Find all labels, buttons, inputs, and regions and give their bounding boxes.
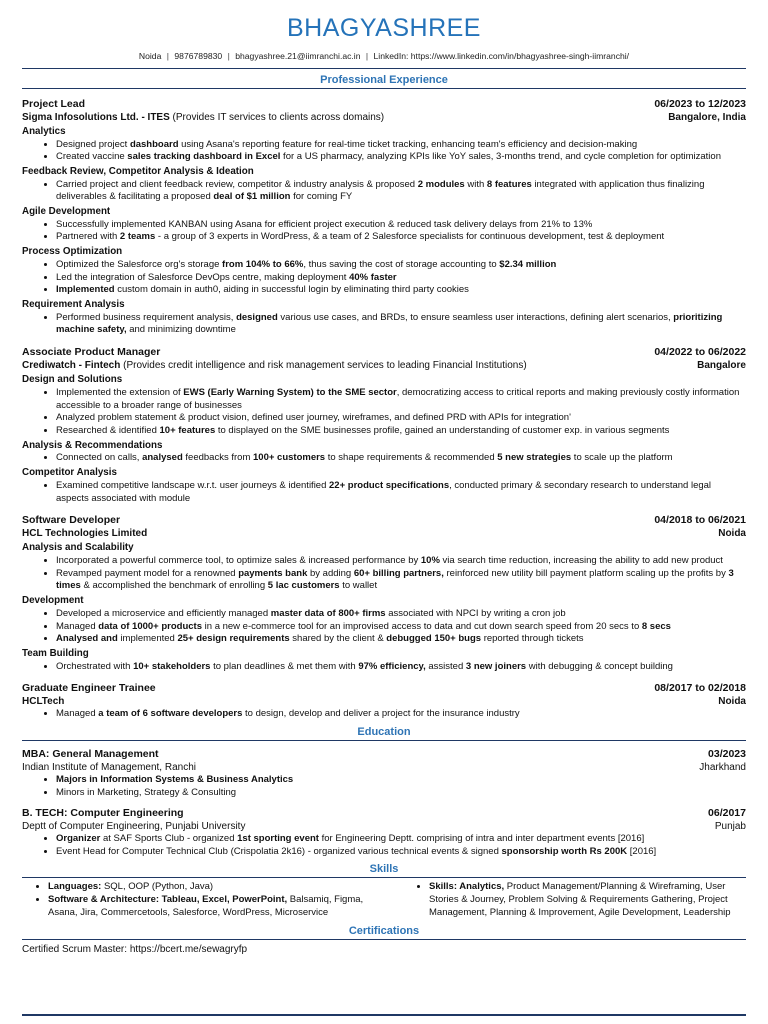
skill-item (429, 881, 746, 919)
bold-text: 100+ customers (253, 452, 326, 464)
bullet-item (56, 480, 746, 506)
skills-left-column (22, 881, 365, 919)
bold-text: Software & Architecture: Tableau, Excel, PowerPoint, (48, 894, 288, 906)
contact-separator: | (363, 51, 371, 61)
school-name: Indian Institute of Management, Ranchi (22, 762, 196, 774)
bullet-list (22, 179, 746, 205)
bold-text: Skills: Analytics, (429, 881, 505, 893)
bullet-group-heading: Analysis and Scalability (22, 542, 134, 554)
job-location: Bangalore, India (668, 112, 746, 123)
text: , democratizing access to critical reports and making previously costly information accessible to a broader range of businesses (56, 386, 740, 411)
bold-text: 8 secs (641, 620, 671, 632)
bullet-item (56, 846, 746, 859)
job-subheader (22, 359, 746, 372)
bold-text: 97% efficiency, (358, 660, 426, 672)
bold-text: Crediwatch - Fintech (22, 360, 121, 372)
bullet-item (56, 608, 746, 621)
text: Optimized the Salesforce org's storage (56, 258, 223, 270)
bold-text: 40% faster (349, 271, 397, 283)
education-subheader (22, 820, 746, 833)
bullet-list (22, 219, 746, 245)
job-header (22, 98, 746, 111)
bullet-list (22, 555, 746, 593)
bullet-item (56, 452, 746, 465)
bullet-list (22, 139, 746, 165)
bullet-item (56, 231, 746, 244)
job-dates: 06/2023 to 12/2023 (654, 98, 746, 110)
text: at SAF Sports Club - organized (100, 832, 238, 844)
bold-text: 10+ features (159, 425, 216, 437)
text: Managed (56, 708, 99, 720)
bold-text: $2.34 million (499, 258, 557, 270)
page-title: BHAGYASHREE (287, 14, 481, 42)
bold-text: 60+ billing partners, (353, 567, 444, 579)
school-name: Deptt of Computer Engineering, Punjabi University (22, 820, 246, 832)
text: shared by the client & (289, 633, 387, 645)
bold-text: HCLTech (22, 696, 65, 708)
bold-text: 3 new joiners (465, 660, 527, 672)
bullet-group-heading: Requirement Analysis (22, 299, 125, 311)
bullet-list (22, 661, 746, 674)
job-title: Software Developer (22, 514, 121, 527)
bullet-item (56, 708, 746, 721)
bullet-group-heading: Process Optimization (22, 246, 123, 258)
bullet-group-heading: Design and Solutions (22, 374, 123, 386)
bullet-group-heading: Agile Development (22, 206, 111, 218)
bold-text: 10% (420, 554, 440, 566)
company-name (22, 695, 64, 708)
text: Event Head for Computer Technical Club (Crispolatia 2k16) - organized various technical events & signed (56, 845, 502, 857)
text: Successfully implemented KANBAN using Asana for efficient project execution & reduced task delivery delays from 21% to 13% (56, 218, 593, 230)
section-title-education: Education (357, 726, 411, 739)
bold-text: data of 1000+ products (98, 620, 203, 632)
text: (Provides IT services to clients across domains) (169, 112, 385, 123)
bold-text: debugged 150+ bugs (386, 633, 482, 645)
bullet-group-heading: Feedback Review, Competitor Analysis & Ideation (22, 166, 254, 178)
bullet-list (22, 774, 746, 800)
job-entry (22, 514, 746, 673)
text: Product Management/Planning & Wireframing, User Stories & Journey, Problem Solving & Requirements Gathering, Project Management, Planning & Improvement, Agile Development, Leadership (429, 881, 731, 918)
text: via search time reduction, increasing the ability to add new product (439, 554, 723, 566)
bold-text: 3 times (56, 567, 734, 592)
job-header (22, 514, 746, 527)
bold-text: designed (236, 311, 278, 323)
job-dates: 08/2017 to 02/2018 (654, 682, 746, 695)
company-name (22, 527, 147, 540)
bold-text: Languages: (48, 881, 102, 893)
text: reinforced new utility bill payment platform scaling up the profits by (443, 567, 729, 579)
job-location: Bangalore (697, 360, 746, 372)
education-date: 03/2023 (708, 748, 746, 761)
bold-text: Analysed and (56, 633, 118, 645)
degree-name: MBA: General Management (22, 748, 159, 761)
header-divider (22, 68, 746, 69)
text: Created vaccine (56, 151, 128, 163)
text: integrated with application thus finalizing deliverables & facilitating a proposed (56, 178, 705, 203)
bullet-group-heading: Analysis & Recommendations (22, 439, 163, 451)
bold-text: prioritizing machine safety, (56, 311, 723, 336)
experience-divider (22, 88, 746, 89)
bullet-item (56, 661, 746, 674)
education-section (22, 748, 746, 858)
education-divider (22, 740, 746, 741)
education-subheader (22, 761, 746, 774)
bold-text: sponsorship worth Rs 200K (501, 845, 628, 857)
bullet-item (56, 151, 746, 164)
text: Implemented the extension of (56, 386, 184, 398)
job-entry (22, 682, 746, 721)
bullet-group-heading: Team Building (22, 648, 89, 660)
bold-text: 22+ product specifications (329, 479, 450, 491)
text: [2016] (627, 845, 657, 857)
text: to design, develop and deliver a project for the insurance industry (242, 708, 520, 720)
bold-text: 5 lac customers (267, 580, 340, 592)
bold-text: sales tracking dashboard in Excel (127, 151, 281, 163)
text: , conducted primary & secondary research to understand legal aspects associated with module (56, 479, 712, 504)
text: with debugging & concept building (526, 660, 673, 672)
education-location: Punjab (714, 820, 746, 832)
contact-phone: 9876789830 (174, 51, 223, 61)
bold-text: Majors in Information Systems & Business Analytics (56, 774, 294, 786)
bold-text: EWS (Early Warning System) to the SME sector (183, 386, 397, 398)
skill-item (48, 894, 365, 920)
bullet-item (56, 833, 746, 846)
text: Connected on calls, (56, 452, 143, 464)
job-dates: 04/2022 to 06/2022 (654, 346, 746, 359)
bold-text: 1st sporting event (237, 832, 319, 844)
contact-line (22, 51, 746, 61)
bullet-item (56, 387, 746, 413)
section-title-skills: Skills (369, 863, 399, 876)
text: Revamped payment model for a renowned (56, 567, 239, 579)
bold-text: deal of $1 million (213, 191, 291, 203)
page-bottom-border (22, 1014, 746, 1016)
text: (Provides credit intelligence and risk management services to leading Financial Institutions) (120, 360, 527, 372)
bold-text: Implemented (56, 284, 115, 296)
bullet-list (22, 452, 746, 465)
experience-section (22, 98, 746, 721)
text: Minors in Marketing, Strategy & Consulting (56, 787, 237, 799)
education-entry (22, 807, 746, 859)
bold-text: 8 features (486, 178, 532, 190)
bullet-list (22, 608, 746, 646)
bold-text: analysed (142, 452, 183, 464)
text: - a group of 3 experts in WordPress, & a team of 2 Salesforce specialists for continuous development, test & deployment (155, 231, 665, 243)
certification-link[interactable]: https://bcert.me/sewagryfp (129, 943, 248, 955)
job-entry (22, 346, 746, 505)
bold-text: Sigma Infosolutions Ltd. - ITES (22, 112, 170, 123)
text: with (464, 178, 487, 190)
bullet-group-heading: Development (22, 595, 84, 607)
text: for coming FY (290, 191, 353, 203)
bold-text: 10+ stakeholders (133, 660, 211, 672)
job-dates: 04/2018 to 06/2021 (654, 514, 746, 527)
text: Researched & identified (56, 425, 160, 437)
text: Developed a microservice and efficiently managed (56, 607, 271, 619)
bullet-item (56, 219, 746, 232)
text: to wallet (339, 580, 378, 592)
degree-name: B. TECH: Computer Engineering (22, 806, 184, 819)
certification-line (22, 943, 746, 956)
bold-text: 25+ design requirements (177, 633, 290, 645)
text: using Asana's reporting feature for real-time ticket tracking, enhancing team's efficiency and decision-making (178, 138, 638, 150)
text: reported through tickets (481, 633, 584, 645)
bullet-list (22, 312, 746, 338)
education-date: 06/2017 (708, 806, 746, 819)
text: Analyzed problem statement & product vision, defined user journey, wireframes, and defined PRD with APIs for integration' (56, 412, 571, 424)
text: for Engineering Deptt. comprising of intra and inter department events [2016] (318, 832, 645, 844)
text: Led the integration of Salesforce DevOps centre, making deployment (56, 271, 350, 283)
bullet-item (56, 425, 746, 438)
text: in a new e-commerce tool for an improvised access to data and cut down search speed from 20 secs to (202, 620, 642, 632)
contact-email-link[interactable]: bhagyashree.21@iimranchi.ac.in (235, 51, 361, 61)
text: Examined competitive landscape w.r.t. user journeys & identified (56, 479, 330, 491)
bullet-item (56, 633, 746, 646)
bold-text: a team of 6 software developers (98, 708, 243, 720)
education-header (22, 807, 746, 820)
text: & accomplished the benchmark of enrolling (80, 580, 268, 592)
text: and minimizing downtime (126, 324, 236, 336)
text: for a US pharmacy, analyzing KPIs like YoY sales, 3-months trend, and cycle completion for optimization (280, 151, 721, 163)
job-subheader (22, 527, 746, 540)
skills-right-column (403, 881, 746, 919)
bold-text: payments bank (238, 567, 308, 579)
bold-text: from 104% to 66% (222, 258, 304, 270)
skills-section (22, 881, 746, 919)
job-subheader (22, 695, 746, 708)
bullet-item (56, 774, 746, 787)
bold-text: Organizer (56, 832, 101, 844)
text: implemented (117, 633, 178, 645)
text: custom domain in auth0, aiding in successful login by eliminating third party cookies (114, 284, 469, 296)
job-location: Noida (718, 528, 746, 540)
company-name (22, 111, 384, 124)
job-title: Project Lead (22, 98, 86, 110)
bold-text: 2 teams (119, 231, 156, 243)
text: Designed project (56, 138, 130, 150)
contact-linkedin-link[interactable]: LinkedIn: https://www.linkedin.com/in/bhagyashree-singh-iimranchi/ (373, 51, 630, 61)
bullet-item (56, 179, 746, 205)
text: Performed business requirement analysis, (56, 311, 237, 323)
text: Managed (56, 620, 99, 632)
job-header (22, 346, 746, 359)
text: to scale up the platform (571, 452, 673, 464)
job-header (22, 682, 746, 695)
text: associated with NPCI by writing a cron job (385, 607, 566, 619)
bullet-group-heading: Analytics (22, 126, 66, 137)
section-title-certifications: Certifications (348, 924, 420, 937)
education-header (22, 748, 746, 761)
contact-separator: | (164, 51, 172, 61)
company-name (22, 359, 527, 372)
bullet-item (56, 555, 746, 568)
job-location: Noida (718, 696, 746, 708)
bullet-item (56, 412, 746, 425)
certifications-divider (22, 939, 746, 940)
section-title-experience: Professional Experience (320, 74, 448, 86)
job-title: Graduate Engineer Trainee (22, 682, 156, 695)
bullet-list (22, 259, 746, 297)
text: Carried project and client feedback review, competitor & industry analysis & proposed (56, 178, 418, 190)
contact-location: Noida (138, 51, 162, 61)
text: Partnered with (56, 231, 120, 243)
bullet-item (56, 787, 746, 800)
bullet-item (56, 272, 746, 285)
text: feedbacks from (182, 452, 253, 464)
bullet-list (22, 387, 746, 438)
bold-text: 5 new strategies (497, 452, 572, 464)
bullet-item (56, 139, 746, 152)
text: various use cases, and BRDs, to ensure seamless user interactions, defining alert scenarios, (277, 311, 674, 323)
bullet-item (56, 621, 746, 634)
text: Orchestrated with (56, 660, 134, 672)
education-location: Jharkhand (699, 762, 746, 774)
bold-text: HCL Technologies Limited (22, 528, 148, 540)
bold-text: dashboard (129, 138, 179, 150)
bullet-item (56, 284, 746, 297)
bullet-list (22, 708, 746, 721)
job-entry (22, 98, 746, 337)
bullet-list (22, 833, 746, 859)
bullet-item (56, 312, 746, 338)
text: to shape requirements & recommended (325, 452, 498, 464)
job-subheader (22, 111, 746, 124)
text: Balsamiq, Figma, Asana, Jira, Commercetools, Salesforce, WordPress, Microservice (48, 894, 364, 918)
skill-item (48, 881, 365, 894)
text: , thus saving the cost of storage accounting to (303, 258, 500, 270)
bold-text: master data of 800+ firms (270, 607, 386, 619)
text: to displayed on the SME businesses profile, gained an understanding of customer exp. in various segments (215, 425, 670, 437)
text: assisted (425, 660, 466, 672)
bold-text: 2 modules (417, 178, 465, 190)
bullet-group-heading: Competitor Analysis (22, 467, 117, 479)
bullet-list (22, 480, 746, 506)
contact-separator: | (225, 51, 233, 61)
text: Incorporated a powerful commerce tool, to optimize sales & increased performance by (56, 554, 421, 566)
text: by adding (307, 567, 354, 579)
education-entry (22, 748, 746, 800)
bullet-item (56, 568, 746, 594)
text: to plan deadlines & met them with (210, 660, 359, 672)
job-title: Associate Product Manager (22, 346, 161, 359)
text: SQL, OOP (Python, Java) (101, 881, 214, 893)
certification-label: Certified Scrum Master: (22, 943, 130, 955)
bullet-item (56, 259, 746, 272)
skills-divider (22, 877, 746, 878)
